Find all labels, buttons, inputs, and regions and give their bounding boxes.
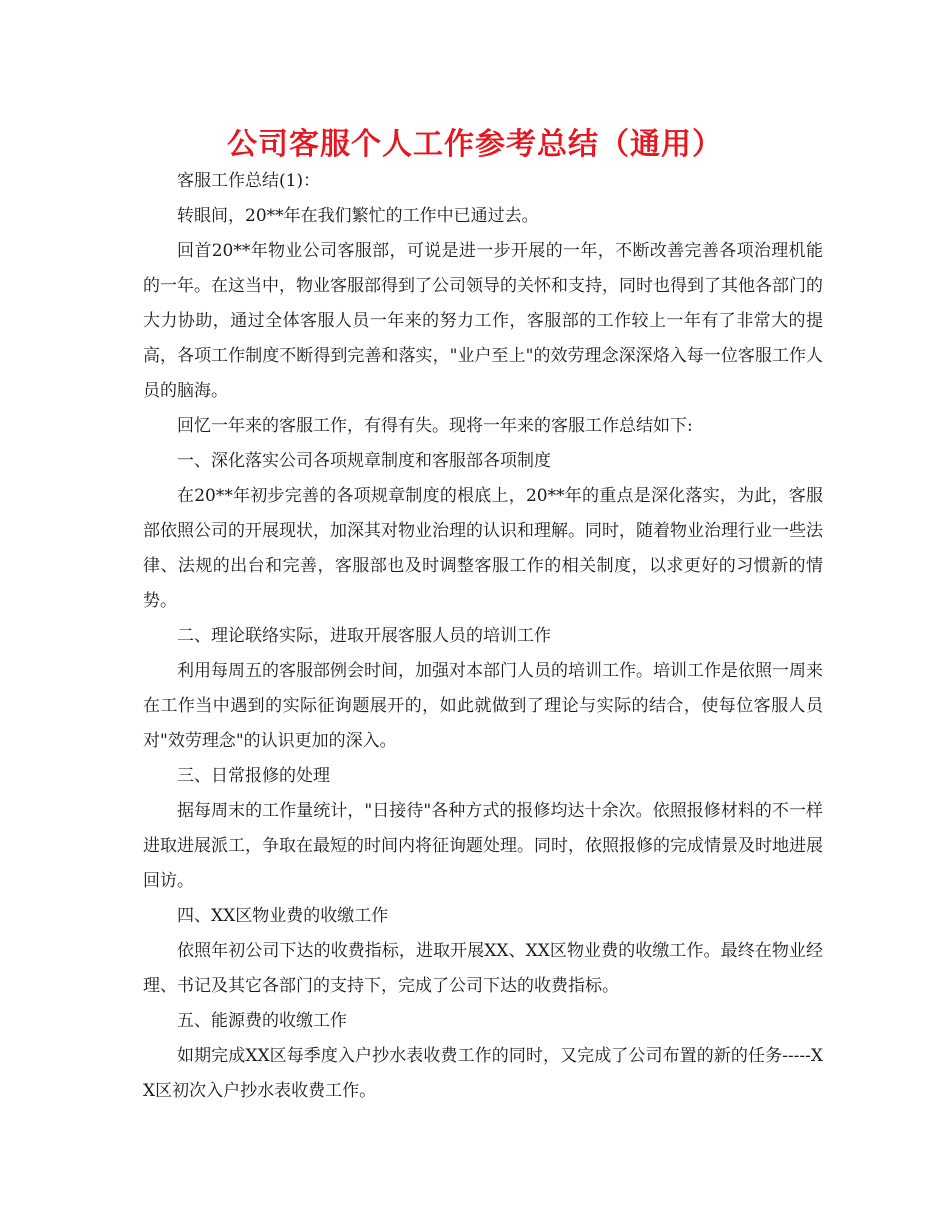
section-body-1: 在20**年初步完善的各项规章制度的根底上，20**年的重点是深化落实，为此，客服部依照公司的开展现状，加深其对物业治理的认识和理解。同时，随着物业治理行业一些法律、法规的出台和完善，客服部也及时调整客服工作的相关制度，以求更好的习惯新的情势。 <box>143 486 823 611</box>
section-body-2: 利用每周五的客服部例会时间，加强对本部门人员的培训工作。培训工作是依照一周来在工作当中遇到的实际征询题展开的，如此就做到了理论与实际的结合，使每位客服人员对"效劳理念"的认识更加的深入。 <box>143 661 823 751</box>
section-heading-3: 三、日常报修的处理 <box>177 766 330 786</box>
document-body <box>143 164 823 1109</box>
paragraph-recap-intro: 回忆一年来的客服工作，有得有失。现将一年来的客服工作总结如下: <box>177 416 693 436</box>
section-heading-5: 五、能源费的收缴工作 <box>177 1011 347 1031</box>
paragraph-summary-label: 客服工作总结(1)： <box>177 171 321 191</box>
section-heading-2: 二、理论联络实际，进取开展客服人员的培训工作 <box>177 626 551 646</box>
section-body-4: 依照年初公司下达的收费指标，进取开展XX、XX区物业费的收缴工作。最终在物业经理、书记及其它各部门的支持下，完成了公司下达的收费指标。 <box>143 941 823 996</box>
paragraph-review: 回首20**年物业公司客服部，可说是进一步开展的一年，不断改善完善各项治理机能的一年。在这当中，物业客服部得到了公司领导的关怀和支持，同时也得到了其他各部门的大力协助，通过全体客服人员一年来的努力工作，客服部的工作较上一年有了非常大的提高，各项工作制度不断得到完善和落实，"业户至上"的效劳理念深深烙入每一位客服工作人员的脑海。 <box>143 241 823 401</box>
section-heading-1: 一、深化落实公司各项规章制度和客服部各项制度 <box>177 451 551 471</box>
paragraph-opening: 转眼间，20**年在我们繁忙的工作中已通过去。 <box>177 206 539 226</box>
section-body-5: 如期完成XX区每季度入户抄水表收费工作的同时，又完成了公司布置的新的任务-----XX区初次入户抄水表收费工作。 <box>143 1046 823 1101</box>
section-heading-4: 四、XX区物业费的收缴工作 <box>177 906 389 926</box>
section-body-3: 据每周末的工作量统计，"日接待"各种方式的报修均达十余次。依照报修材料的不一样进取进展派工，争取在最短的时间内将征询题处理。同时，依照报修的完成情景及时地进展回访。 <box>143 801 823 891</box>
document-title: 公司客服个人工作参考总结（通用） <box>227 127 723 162</box>
